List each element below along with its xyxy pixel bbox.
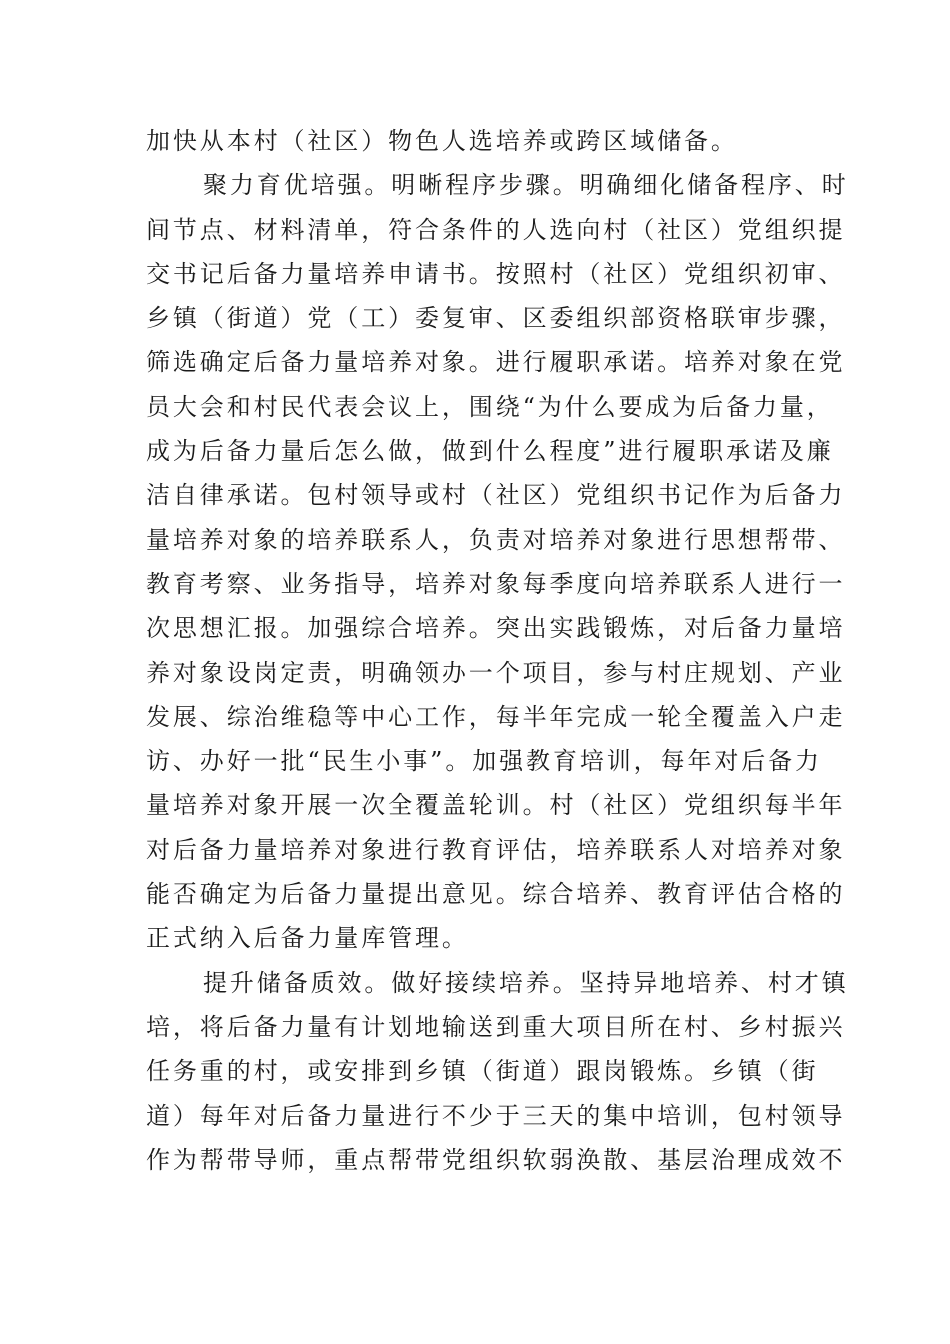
text-line: 发展、综治维稳等中心工作，每半年完成一轮全覆盖入户走	[146, 702, 846, 731]
text-line: 作为帮带导师，重点帮带党组织软弱涣散、基层治理成效不	[146, 1145, 846, 1174]
text-line: 乡镇（街道）党（工）委复审、区委组织部资格联审步骤，	[146, 304, 846, 333]
text-line: 成为后备力量后怎么做，做到什么程度”进行履职承诺及廉	[146, 437, 834, 466]
text-line: 能否确定为后备力量提出意见。综合培养、教育评估合格的	[146, 880, 846, 909]
text-line: 量培养对象的培养联系人，负责对培养对象进行思想帮带、	[146, 525, 846, 554]
text-line: 培，将后备力量有计划地输送到重大项目所在村、乡村振兴	[146, 1012, 846, 1041]
paragraph-start-line: 聚力育优培强。明晰程序步骤。明确细化储备程序、时	[203, 171, 849, 200]
text-line: 洁自律承诺。包村领导或村（社区）党组织书记作为后备力	[146, 481, 846, 510]
text-line: 教育考察、业务指导，培养对象每季度向培养联系人进行一	[146, 569, 846, 598]
text-line: 次思想汇报。加强综合培养。突出实践锻炼，对后备力量培	[146, 614, 846, 643]
text-line: 间节点、材料清单，符合条件的人选向村（社区）党组织提	[146, 215, 846, 244]
body-text	[146, 119, 849, 1182]
text-line: 对后备力量培养对象进行教育评估，培养联系人对培养对象	[146, 835, 846, 864]
text-line: 交书记后备力量培养申请书。按照村（社区）党组织初审、	[146, 259, 846, 288]
text-line: 养对象设岗定责，明确领办一个项目，参与村庄规划、产业	[146, 658, 846, 687]
text-line: 筛选确定后备力量培养对象。进行履职承诺。培养对象在党	[146, 348, 846, 377]
text-line: 加快从本村（社区）物色人选培养或跨区域储备。	[146, 127, 738, 155]
text-line: 量培养对象开展一次全覆盖轮训。村（社区）党组织每半年	[146, 791, 846, 820]
paragraph-start-line: 提升储备质效。做好接续培养。坚持异地培养、村才镇	[203, 968, 849, 997]
text-line: 正式纳入后备力量库管理。	[146, 924, 469, 953]
text-line: 访、办好一批“民生小事”。加强教育培训，每年对后备力	[146, 747, 822, 776]
text-line: 员大会和村民代表会议上，围绕“为什么要成为后备力量，	[146, 392, 834, 421]
text-line: 道）每年对后备力量进行不少于三天的集中培训，包村领导	[146, 1101, 846, 1130]
text-line: 任务重的村，或安排到乡镇（街道）跟岗锻炼。乡镇（街	[146, 1057, 819, 1086]
